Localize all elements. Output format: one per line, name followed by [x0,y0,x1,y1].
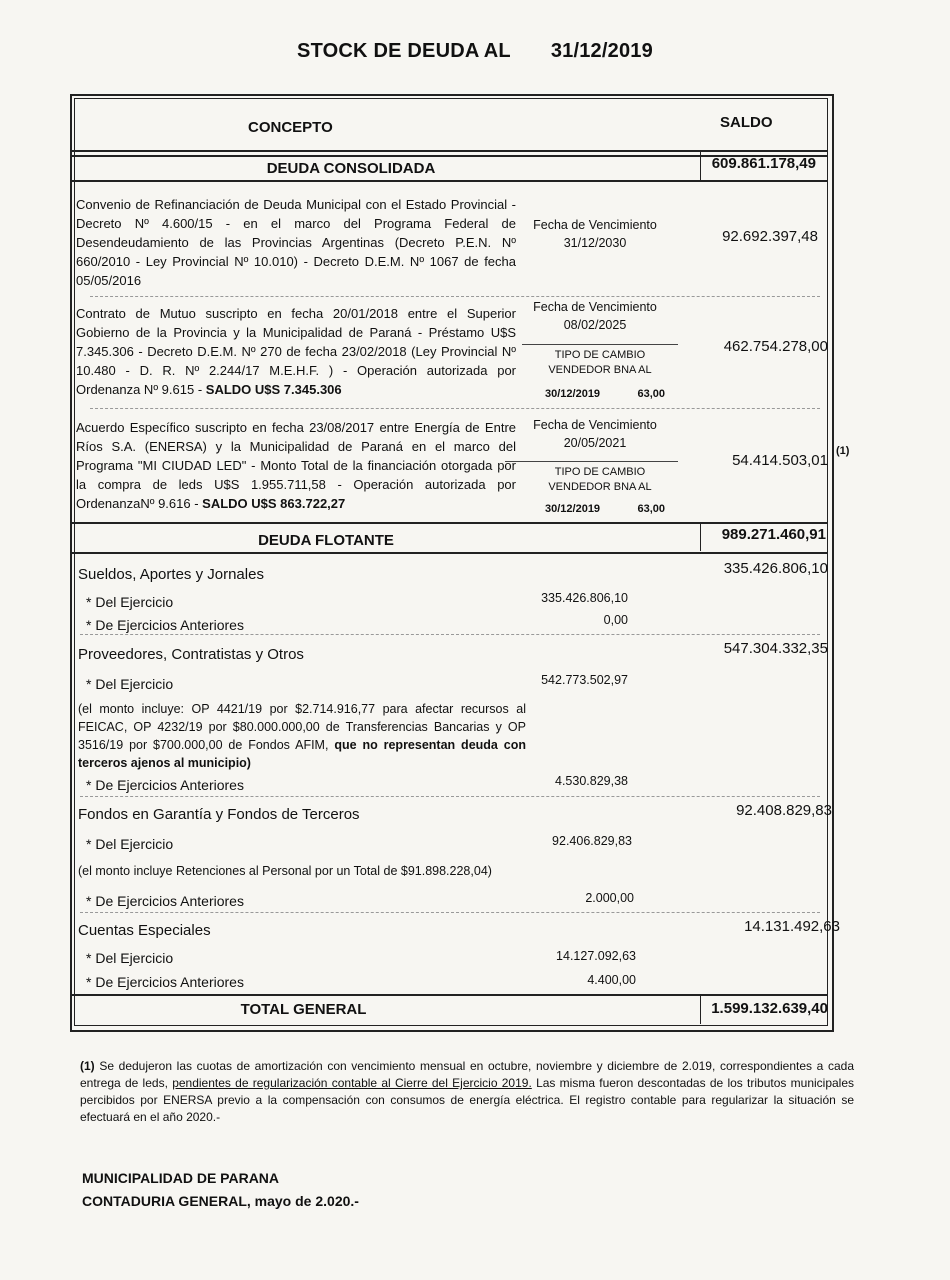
flotante-total: 989.271.460,91 [721,526,826,543]
group-cuentas-total: 14.131.492,63 [744,918,840,935]
item-2-tc-line2: VENDEDOR BNA AL [548,364,652,376]
group-sueldos-del-label: * Del Ejercicio [86,594,174,610]
divider [72,552,828,554]
footnote-part1: Se dedujeron las cuotas de amortización con vencimiento mensual en octubre, noviembre y diciembre de 2.019, correspondientes a cada entrega de leds, [80,1059,855,1090]
item-3-note-ref: (1) [836,445,850,457]
consolidada-item-2-text [76,304,516,399]
footnote-part2: Las misma fueron descontadas de los tributos municipales percibidos por ENERSA previo a la compensación con consumos de energía eléctrica. El registro contable para regularizar la situación se efectuará en el año 2020.- [80,1076,855,1124]
group-cuentas-del-amount: 14.127.092,63 [556,949,636,963]
page-title [0,40,950,63]
total-general-label: TOTAL GENERAL [240,1001,367,1018]
divider [72,150,828,152]
group-fondos-note: (el monto incluye Retenciones al Personal por un Total de $91.898.228,04) [78,864,492,878]
item-3-saldo: SALDO U$S 863.722,27 [202,496,346,511]
divider [90,408,820,409]
item-3-tc-line1: TIPO DE CAMBIO [554,466,646,478]
item-2-vencimiento-label: Fecha de Vencimiento [533,300,657,314]
group-cuentas-del-label: * Del Ejercicio [86,950,174,966]
group-proveedores-ant-amount: 4.530.829,38 [555,774,628,788]
item-1-vencimiento-date: 31/12/2030 [563,236,627,250]
footnote-underlined: pendientes de regularización contable al Cierre del Ejercicio 2019. [172,1076,532,1090]
group-proveedores-del-label: * Del Ejercicio [86,676,174,692]
item-3-vencimiento-label: Fecha de Vencimiento [533,418,657,432]
title-date: 31/12/2019 [550,40,653,62]
divider [90,296,820,297]
group-cuentas-ant-amount: 4.400,00 [587,973,636,987]
consolidada-item-3-text [76,418,516,513]
divider [700,995,701,1024]
group-sueldos-ant-label: * De Ejercicios Anteriores [86,617,244,633]
header-saldo: SALDO [720,114,773,131]
group-cuentas-name: Cuentas Especiales [78,922,211,939]
group-sueldos-ant-amount: 0,00 [603,613,628,627]
group-fondos-del-label: * Del Ejercicio [86,836,174,852]
section-deuda-flotante: DEUDA FLOTANTE [258,532,394,549]
group-cuentas-ant-label: * De Ejercicios Anteriores [86,974,244,990]
item-3-tc-line2: VENDEDOR BNA AL [548,481,652,493]
divider [700,152,701,180]
item-3-amount: 54.414.503,01 [732,452,828,469]
item-2-tc-date: 30/12/2019 [545,388,601,400]
item-2-vencimiento-date: 08/02/2025 [563,318,627,332]
title-label: STOCK DE DEUDA AL [297,40,511,62]
item-1-amount: 92.692.397,48 [722,228,818,245]
total-general-amount: 1.599.132.639,40 [711,1000,828,1017]
group-proveedores-total: 547.304.332,35 [723,640,828,657]
group-fondos-ant-label: * De Ejercicios Anteriores [86,893,244,909]
item-1-vencimiento-label: Fecha de Vencimiento [533,218,657,232]
item-3-tc-date: 30/12/2019 [545,503,601,515]
signature-line1: MUNICIPALIDAD DE PARANA [82,1170,280,1186]
group-sueldos-del-amount: 335.426.806,10 [541,591,628,605]
item-2-text: Contrato de Mutuo suscripto en fecha 20/01/2018 entre el Superior Gobierno de la Provincia y la Municipalidad de Paraná - Préstamo U$S 7.345.306 - Decreto D.E.M. Nº 270 de fecha 23/02/2018 (Ley Provincial Nº 10.480 - D. R. Nº 2.244/17 M.E.H.F. ) - Operación autorizada por Ordenanza Nº 9.615 - [76,306,516,397]
item-3-tc-rate: 63,00 [637,503,665,515]
group-fondos-total: 92.408.829,83 [736,802,832,819]
group-fondos-del-amount: 92.406.829,83 [552,834,632,848]
footnote-ref: (1) [80,1059,95,1073]
signature-line2: CONTADURIA GENERAL, mayo de 2.020.- [82,1193,359,1209]
footnote [80,1058,854,1126]
item-2-saldo: SALDO U$S 7.345.306 [205,382,342,397]
consolidada-total: 609.861.178,49 [711,155,816,172]
group-proveedores-ant-label: * De Ejercicios Anteriores [86,777,244,793]
group-fondos-ant-amount: 2.000,00 [585,891,634,905]
item-2-tc-rate: 63,00 [637,388,665,400]
item-2-amount: 462.754.278,00 [723,338,828,355]
divider [700,523,701,551]
section-deuda-consolidada: DEUDA CONSOLIDADA [266,160,436,177]
item-3-vencimiento-date: 20/05/2021 [563,436,627,450]
item-2-tc-line1: TIPO DE CAMBIO [554,349,646,361]
group-proveedores-del-amount: 542.773.502,97 [541,673,628,687]
group-sueldos-total: 335.426.806,10 [723,560,828,577]
divider [80,912,820,913]
divider [72,522,828,524]
divider [80,634,820,635]
proveedores-note-bold: que no representan deuda con terceros ajenos al municipio) [78,738,526,770]
group-proveedores-note [78,700,526,772]
header-concepto: CONCEPTO [248,119,333,136]
divider [72,994,828,996]
divider [72,180,828,182]
group-sueldos-name: Sueldos, Aportes y Jornales [78,566,264,583]
divider [80,796,820,797]
proveedores-note-text: (el monto incluye: OP 4421/19 por $2.714.916,77 para afectar recursos al FEICAC, OP 4232/19 por $80.000.000,00 de Transferencias Bancarias y OP 3516/19 por $700.000,00 de Fondos AFIM, [78,702,526,752]
item-3-text: Acuerdo Específico suscripto en fecha 23/08/2017 entre Energía de Entre Ríos S.A. (ENERSA) y la Municipalidad de Paraná en el marco del Programa "MI CIUDAD LED" - Monto Total de la financiación otorgada por la compra de leds U$S 1.955.711,58 - Operación autorizada por OrdenanzaNº 9.616 - [76,420,516,511]
group-proveedores-name: Proveedores, Contratistas y Otros [78,646,304,663]
consolidada-item-1-text: Convenio de Refinanciación de Deuda Municipal con el Estado Provincial - Decreto Nº 4.600/15 - en el marco del Programa Federal de Desendeudamiento de las Provincias Argentinas (Decreto P.E.N. Nº 660/2010 - Ley Provincial Nº 10.010) - Decreto D.E.M. Nº 1067 de fecha 05/05/2016 [76,197,516,288]
group-fondos-name: Fondos en Garantía y Fondos de Terceros [78,806,360,823]
